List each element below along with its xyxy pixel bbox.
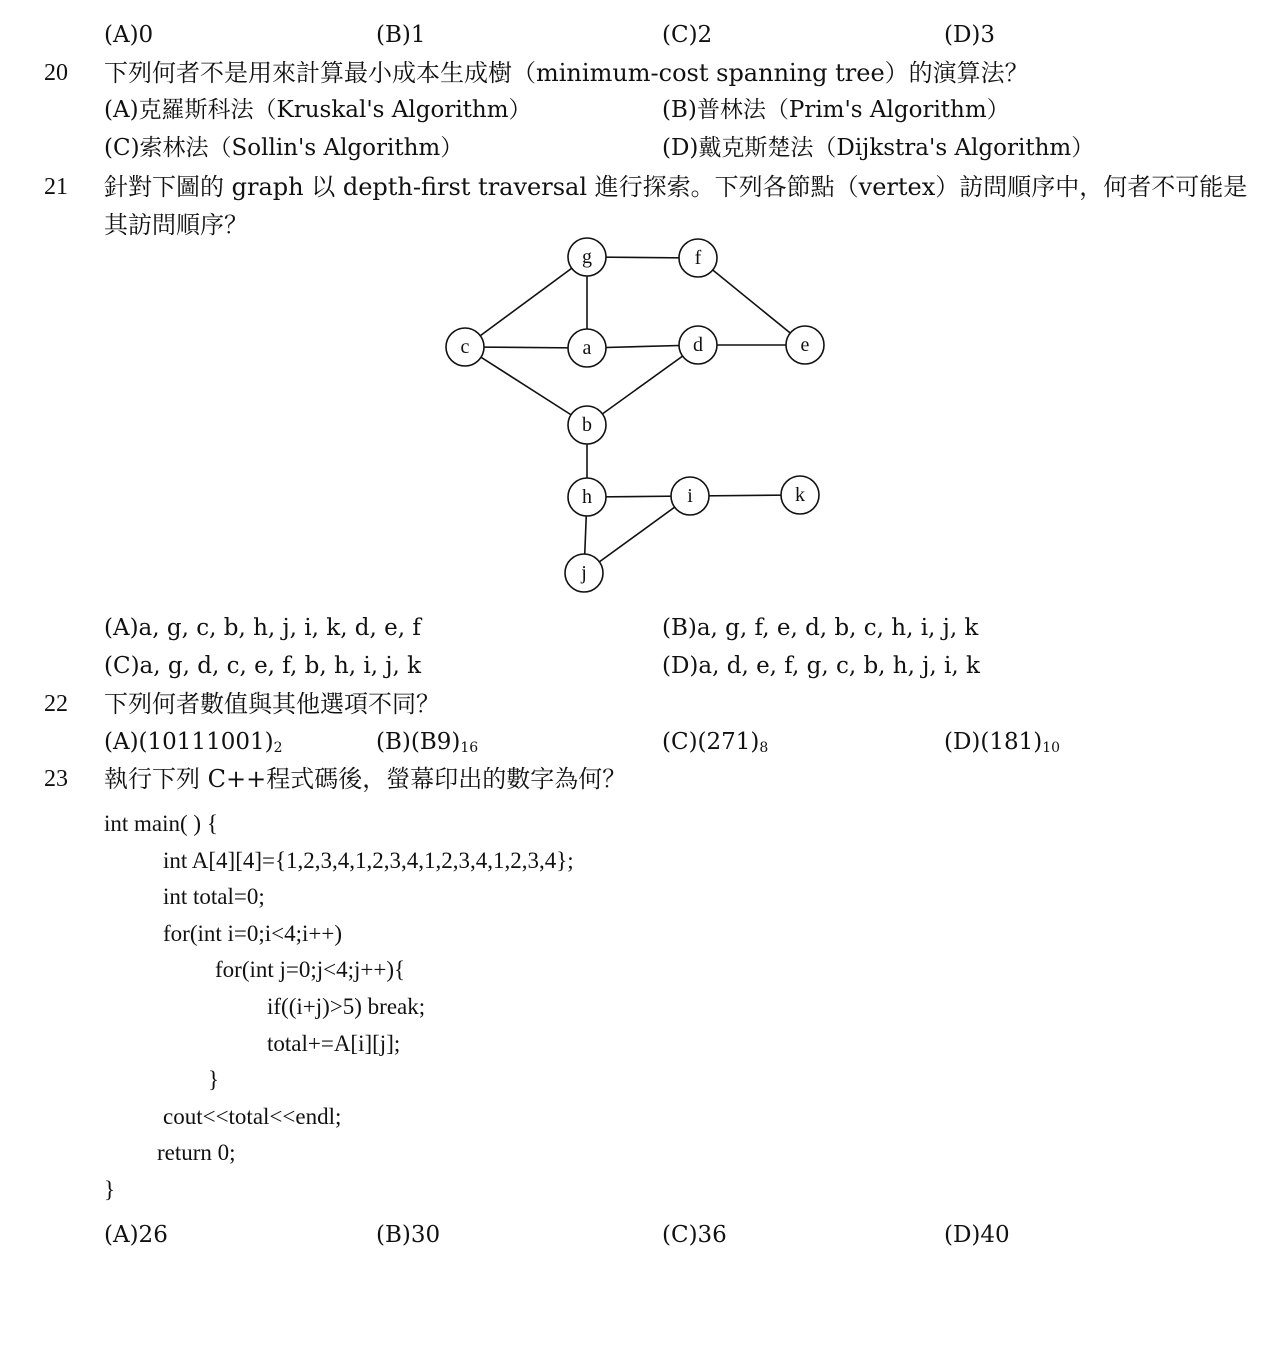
graph-node-label: g [582,246,592,268]
graph-node-label: c [460,336,470,358]
q23-option-b: (B)30 [376,1222,441,1248]
q19-option-d: (D)3 [944,22,996,48]
graph-node-b [568,406,606,444]
code-line: for(int i=0;i<4;i++) [163,921,343,946]
q21-option-a: (A)a, g, c, b, h, j, i, k, d, e, f [104,615,421,641]
question-text-line-2: 其訪問順序？ [104,211,248,239]
question-number: 23 [44,766,68,792]
q20-option-c: (C)索林法（Sollin's Algorithm） [104,135,464,161]
code-line: for(int j=0;j<4;j++){ [215,957,406,982]
q23-option-a: (A)26 [104,1222,168,1248]
question-text: 下列何者不是用來計算最小成本生成樹（minimum-cost spanning tree）的演算法？ [104,59,1029,87]
graph-node-j [565,554,603,592]
code-line: return 0; [157,1140,236,1165]
graph-edge-c-b [465,347,587,425]
graph-node-f [679,239,717,277]
graph-node-label: b [582,414,592,436]
q22-option-b: $(B)(B9)_{16}$ [376,729,479,756]
q23-option-c: (C)36 [662,1222,727,1248]
code-line: int main( ) { [104,811,218,836]
graph-node-h [568,478,606,516]
graph-edge-g-c [465,257,587,347]
code-line: if((i+j)>5) break; [267,994,426,1019]
graph-node-label: d [693,334,703,356]
base-subscript: 10 [1042,740,1061,756]
code-line: int total=0; [163,884,265,909]
graph-diagram [0,230,1274,610]
graph-node-d [679,326,717,364]
graph-node-a [568,329,606,367]
q21-option-c: (C)a, g, d, c, e, f, b, h, i, j, k [104,653,422,679]
q21-option-d: (D)a, d, e, f, g, c, b, h, j, i, k [662,653,980,679]
base-subscript: 8 [759,740,769,756]
q20-option-b: (B)普林法（Prim's Algorithm） [662,97,1010,123]
graph-node-label: j [581,562,587,584]
question-number: 22 [44,691,68,717]
graph-node-c [446,328,484,366]
q19-option-a: (A)0 [104,22,154,48]
graph-node-label: e [800,334,810,356]
q19-option-c: (C)2 [662,22,713,48]
graph-node-label: h [582,486,592,508]
q19-option-b: (B)1 [376,22,426,48]
question-number: 21 [44,174,68,200]
question-text: 執行下列 C++程式碼後，螢幕印出的數字為何？ [104,765,627,793]
graph-node-label: a [582,337,592,359]
q22-option-d: $(D)(181)_{10}$ [944,729,1061,756]
base-subscript: 16 [460,740,479,756]
graph-edge-f-e [698,258,805,345]
q22-option-a: $(A)(10111001)_2$ [104,729,283,756]
code-line: } [208,1067,220,1092]
q22-option-c: $(C)(271)_8$ [662,729,769,756]
code-line: total+=A[i][j]; [267,1031,401,1056]
graph-node-label: k [795,484,805,506]
graph-node-e [786,326,824,364]
graph-node-i [671,477,709,515]
graph-node-label: f [694,247,702,269]
question-number: 20 [44,60,68,86]
code-line: } [104,1177,116,1202]
graph-node-g [568,238,606,276]
base-subscript: 2 [273,740,283,756]
question-text-line-1: 針對下圖的 graph 以 depth-first traversal 進行探索。下列各節點（vertex）訪問順序中，何者不可能是 [104,173,1248,201]
code-line: int A[4][4]={1,2,3,4,1,2,3,4,1,2,3,4,1,2,3,4}; [163,848,574,873]
graph-node-k [781,476,819,514]
q20-option-a: (A)克羅斯科法（Kruskal's Algorithm） [104,97,532,123]
q21-option-b: (B)a, g, f, e, d, b, c, h, i, j, k [662,615,979,641]
q20-option-d: (D)戴克斯楚法（Dijkstra's Algorithm） [662,135,1095,161]
question-text: 下列何者數值與其他選項不同？ [104,690,440,718]
code-line: cout<<total<<endl; [163,1104,342,1129]
graph-node-label: i [687,485,693,507]
q23-option-d: (D)40 [944,1222,1010,1248]
